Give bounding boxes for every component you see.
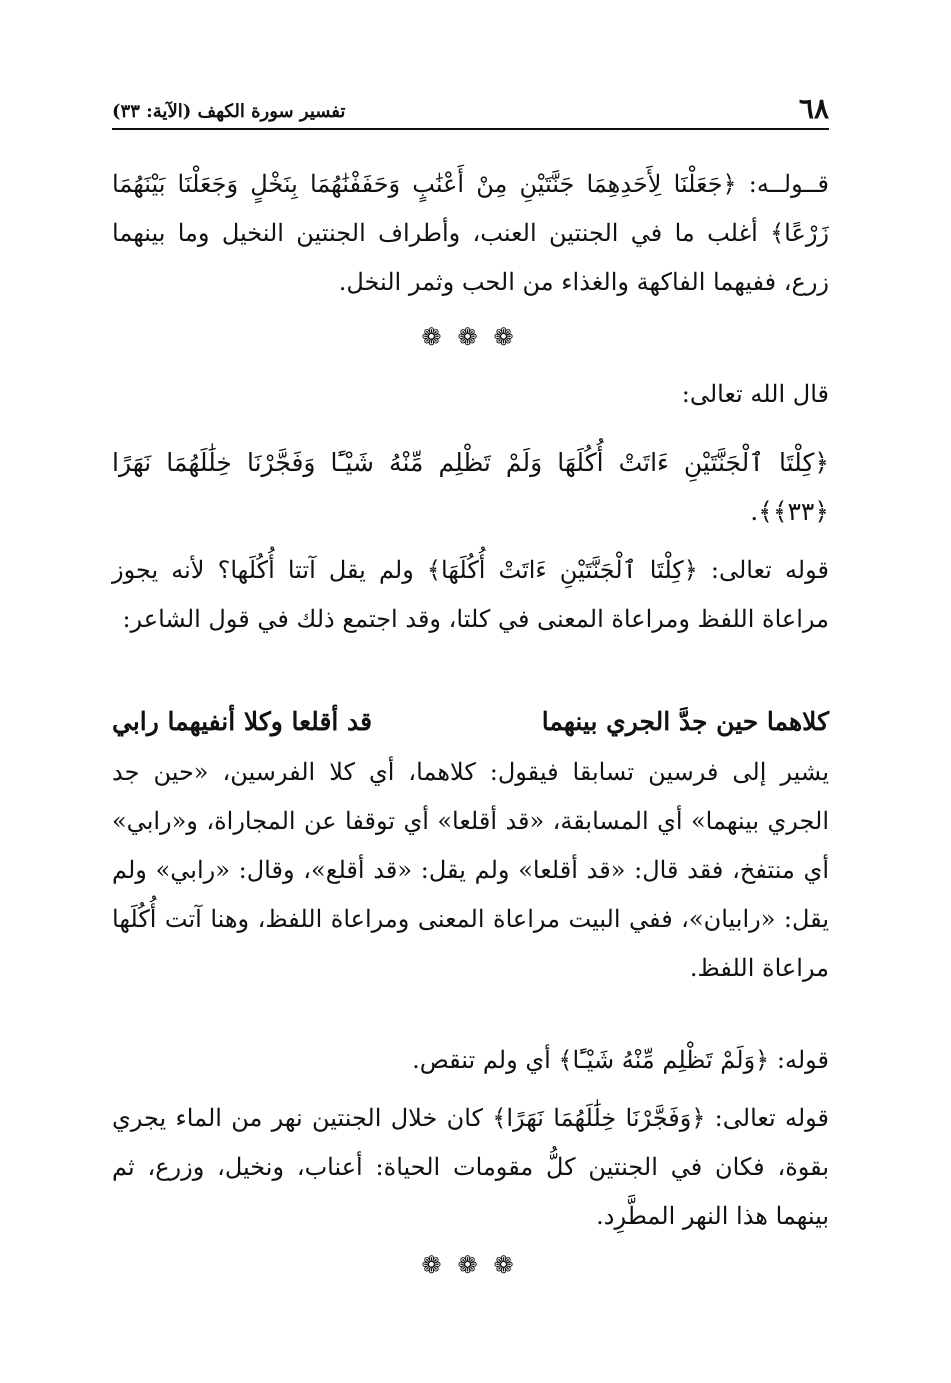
section-separator-1: ❁❁❁ <box>421 323 530 351</box>
paragraph-2: قال الله تعالى: <box>681 380 829 408</box>
paragraph-5: قوله: ﴿وَلَمْ تَظْلِم مِّنْهُ شَيْـًٔا﴾ أي ولم تنقص. <box>412 1046 829 1074</box>
running-title: تفسير سورة الكهف (الآية: ٣٣) <box>112 101 346 122</box>
page-number: ٦٨ <box>798 92 829 125</box>
header-rule <box>112 128 829 130</box>
paragraph-1: قــولــه: ﴿جَعَلْنَا لِأَحَدِهِمَا جَنَّتَيْنِ مِنْ أَعْنَٰبٍ وَحَفَفْنَٰهُمَا بِنَخْلٍ وَجَعَلْنَا بَيْنَهُمَا زَرْعًا﴾ أغلب ما في الجنتين العنب، وأطراف الجنتين النخيل وما بينهما زرع، ففيهما الفاكهة والغذاء من الحب وثمر النخل. <box>112 170 829 296</box>
page-header <box>112 90 829 124</box>
paragraph-6: قوله تعالى: ﴿وَفَجَّرْنَا خِلَٰلَهُمَا نَهَرًا﴾ كان خلال الجنتين نهر من الماء يجري بقوة، فكان في الجنتين كلُّ مقومات الحياة: أعناب، ونخيل، وزرع، ثم بينهما هذا النهر المطَّرِد. <box>112 1104 830 1230</box>
quran-verse: ﴿كِلْتَا ٱلْجَنَّتَيْنِ ءَاتَتْ أُكُلَهَا وَلَمْ تَظْلِم مِّنْهُ شَيْـًٔا وَفَجَّرْنَا خِلَٰلَهُمَا نَهَرًا ﴿٣٣﴾﴾. <box>112 448 829 526</box>
paragraph-3: قوله تعالى: ﴿كِلْتَا ٱلْجَنَّتَيْنِ ءَاتَتْ أُكُلَهَا﴾ ولم يقل آتتا أُكُلَها؟ لأنه يجوز مراعاة اللفظ ومراعاة المعنى في كلتا، وقد اجتمع ذلك في قول الشاعر: <box>112 556 829 633</box>
paragraph-4: يشير إلى فرسين تسابقا فيقول: كلاهما، أي كلا الفرسين، «حين جد الجري بينهما» أي المسابقة، «قد أقلعا» أي توقفا عن المجاراة، و«رابي» أي منتفخ، فقد قال: «قد أقلعا» ولم يقل: «قد أقلع»، وقال: «رابي» ولم يقل: «رابيان»، ففي البيت مراعاة المعنى ومراعاة اللفظ، وهنا آتت أُكُلَها مراعاة اللفظ. <box>112 758 829 982</box>
section-separator-2: ❁❁❁ <box>421 1251 530 1279</box>
poetry-verse <box>112 700 829 744</box>
poetry-second-hemistich: قد أقلعا وكلا أنفيهما رابي <box>112 707 373 736</box>
poetry-first-hemistich: كلاهما حين جدَّ الجري بينهما <box>541 707 829 736</box>
